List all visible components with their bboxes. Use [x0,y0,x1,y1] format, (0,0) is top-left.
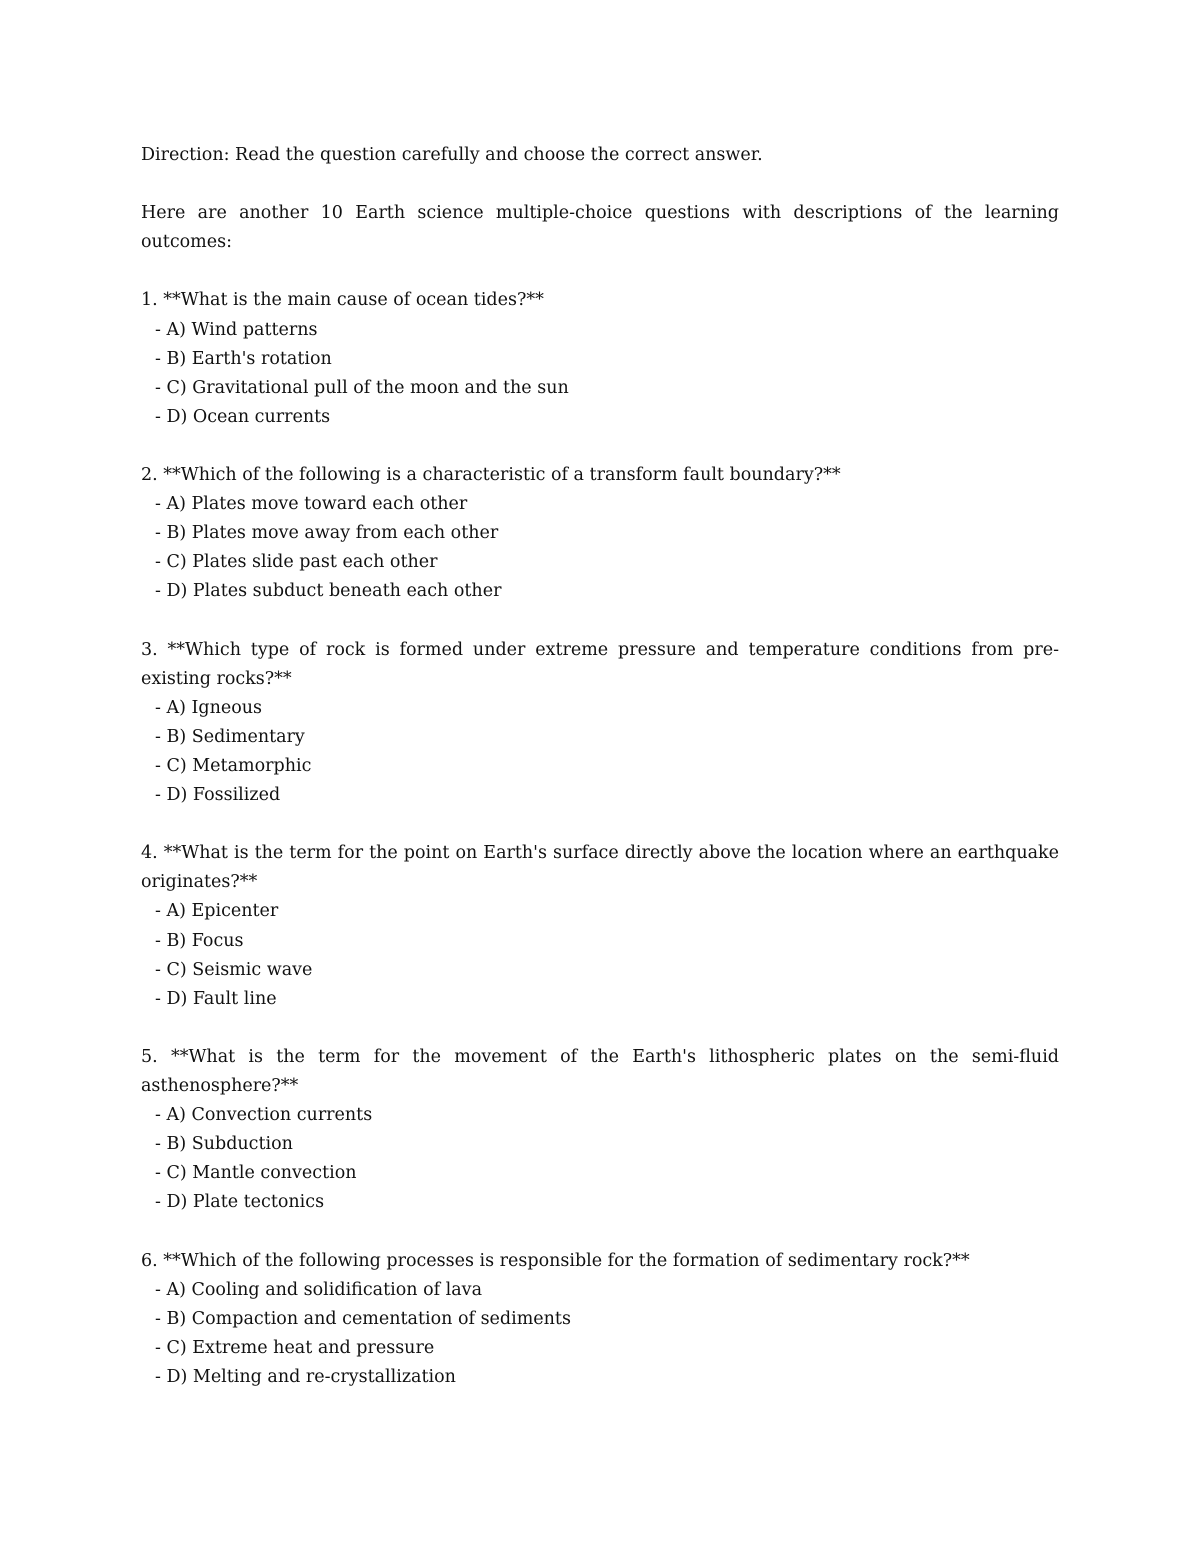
question-2 [141,461,1059,606]
question-text: 1. **What is the main cause of ocean tides?** [141,290,544,311]
option-c: - C) Mantle convection [155,1163,357,1184]
option-b: - B) Earth's rotation [155,348,332,369]
option-d: - D) Ocean currents [155,406,331,427]
option-a: - A) Plates move toward each other [155,494,468,515]
spacer [141,607,1059,636]
option-a: - A) Wind patterns [155,319,318,340]
question-6 [141,1247,1059,1392]
option-b: - B) Compaction and cementation of sediments [155,1308,571,1329]
spacer [141,1217,1059,1246]
option-c: - C) Gravitational pull of the moon and the sun [155,377,569,398]
question-4 [141,839,1059,1014]
question-text: 6. **Which of the following processes is responsible for the formation of sedimentary rock?** [141,1250,970,1271]
option-d: - D) Plates subduct beneath each other [155,581,502,602]
question-text: 3. **Which type of rock is formed under extreme pressure and temperature conditions from pre-existing rocks?** [141,639,1059,689]
question-1 [141,286,1059,431]
option-c: - C) Metamorphic [155,755,312,776]
option-d: - D) Melting and re-crystallization [155,1366,456,1387]
option-b: - B) Focus [155,930,244,951]
option-c: - C) Plates slide past each other [155,552,438,573]
document-page [141,141,1059,1392]
spacer [141,432,1059,461]
spacer [141,257,1059,286]
spacer [141,1014,1059,1043]
question-5 [141,1043,1059,1218]
direction-text: Direction: Read the question carefully and choose the correct answer. [141,145,763,165]
question-text: 5. **What is the term for the movement of the Earth's lithospheric plates on the semi-fluid asthenosphere?** [141,1046,1059,1096]
option-a: - A) Convection currents [155,1105,373,1126]
option-a: - A) Epicenter [155,901,279,922]
question-text: 2. **Which of the following is a characteristic of a transform fault boundary?** [141,465,841,486]
option-b: - B) Subduction [155,1134,293,1155]
spacer [141,810,1059,839]
intro-text: Here are another 10 Earth science multiple-choice questions with descriptions of the learning outcomes: [141,203,1059,253]
question-text: 4. **What is the term for the point on Earth's surface directly above the location where an earthquake originates?** [141,843,1059,893]
option-c: - C) Extreme heat and pressure [155,1337,435,1358]
option-d: - D) Plate tectonics [155,1192,325,1213]
option-b: - B) Sedimentary [155,726,305,747]
option-a: - A) Cooling and solidification of lava [155,1279,483,1300]
question-3 [141,636,1059,811]
spacer [141,170,1059,199]
option-c: - C) Seismic wave [155,959,313,980]
option-a: - A) Igneous [155,697,263,718]
option-d: - D) Fossilized [155,785,281,806]
option-b: - B) Plates move away from each other [155,523,499,544]
option-d: - D) Fault line [155,988,277,1009]
